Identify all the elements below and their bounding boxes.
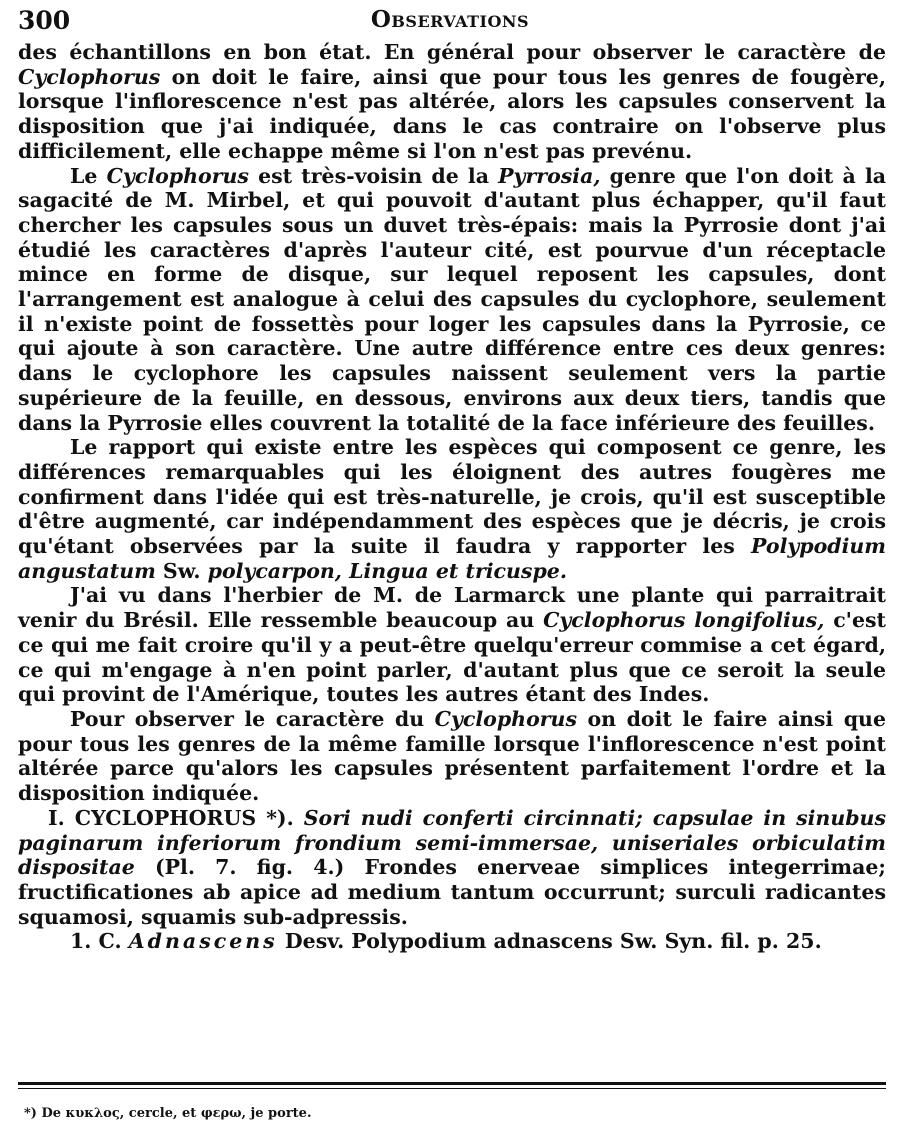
text-run: Pour observer le caractère du [70, 706, 435, 731]
text-run: des échantillons en bon état. En général pour observer le caractère de [18, 40, 886, 64]
text-run: genre que l'on doit à la sagacité de M. Mirbel, et qui pouvoit d'autant plus échapper, qu'il faut chercher les capsules sous un duvet très-épais: mais la Pyrrosie dont j'ai étudié les caractères d'après l'auteur cité, est pourvue d'un réceptacle mince en forme de disque, sur lequel reposent les capsules, dont l'arrangement est analogue à celui des capsules du cyclophore, seulement il n'existe point de fossettès pour loger les capsules dans la Pyrrosie, ce qui ajoute à son caractère. Une autre différence entre ces deux genres: dans le cyclophore les capsules naissent seulement vers la partie supérieure de la feuille, en dessous, environs aux deux tiers, tandis que dans la Pyrrosie elles couvrent la totalité de la face inférieure des feuilles. [18, 163, 887, 435]
paragraph [18, 435, 886, 583]
page-header [18, 6, 882, 38]
text-run: c'est ce qui me fait croire qu'il y a peut-être quelqu'erreur commise a cet égard, ce qui m'engage à n'en point parler, d'autant plus que ce seroit la seule qui provint de l'Amérique, toutes les autres étant des Indes. [18, 608, 887, 707]
spaced-text: Adnascens [128, 929, 278, 954]
text-run: Sw. [155, 558, 208, 583]
paragraph [18, 164, 886, 436]
italic-text: Cyclophorus longifolius, [543, 608, 825, 633]
paragraph [18, 806, 886, 930]
italic-text: Sori nudi conferti circinnati; capsulae in sinubus paginarum inferiorum frondium semi-immersae, uniseriales orbiculatim dispositae [18, 805, 886, 880]
italic-text: Cyclophorus [434, 706, 577, 731]
footnote: *) De κυκλος, cercle, et φερω, je porte. [24, 1106, 312, 1121]
body-text [18, 40, 886, 954]
text-run: 1. C. [70, 929, 129, 954]
footnote-rule-thick [18, 1082, 886, 1085]
text-run: est très-voisin de la [248, 163, 499, 188]
paragraph [18, 40, 886, 164]
text-run: Le rapport qui existe entre les espèces qui composent ce genre, les différences remarquables qui les éloignent des autres fougères me confirment dans l'idée qui est très-naturelle, je crois, qu'il est susceptible d'être augmenté, car indépendamment des espèces que je décris, je crois qu'étant observées par la suite il faudra y rapporter les [18, 435, 886, 559]
text-run: I. CYCLOPHORUS *). [48, 805, 304, 830]
paragraph [18, 929, 886, 954]
text-run: J'ai vu dans l'herbier de M. de Larmarck une plante qui parraitrait venir du Brésil. Elle ressemble beaucoup au [18, 583, 886, 633]
text-run: Le [70, 163, 107, 188]
italic-text: Polypodium angustatum [18, 534, 886, 583]
footnote-rule-thin [18, 1088, 886, 1089]
text-run: on doit le faire, ainsi que pour tous les genres de fougère, lorsque l'inflorescence n'est pas altérée, alors les capsules conservent la disposition que j'ai indiquée, dans le cas contraire on l'observe plus difficilement, elle echappe même si l'on n'est pas prevénu. [18, 64, 886, 163]
paragraph [18, 583, 886, 707]
text-run: on doit le faire ainsi que pour tous les genres de la même famille lorsque l'inflorescence n'est point altérée parce qu'alors les capsules présentent parfaitement l'ordre et la disposition indiquée. [18, 706, 886, 806]
italic-text: Cyclophorus [18, 64, 161, 89]
italic-text: Pyrrosia, [498, 163, 601, 188]
running-title: Observations [370, 6, 530, 33]
text-run: Desv. Polypodium adnascens Sw. Syn. fil. p. 25. [277, 929, 822, 954]
italic-text: polycarpon, Lingua et tricuspe. [207, 558, 567, 583]
italic-text: Cyclophorus [106, 163, 249, 188]
text-run: (Pl. 7. fig. 4.) Frondes enerveae simplices integerrimae; fructificationes ab apice ad medium tantum occurrunt; surculi radicantes squamosi, squamis sub-adpressis. [18, 855, 886, 929]
page-number: 300 [18, 6, 71, 35]
paragraph [18, 707, 886, 806]
